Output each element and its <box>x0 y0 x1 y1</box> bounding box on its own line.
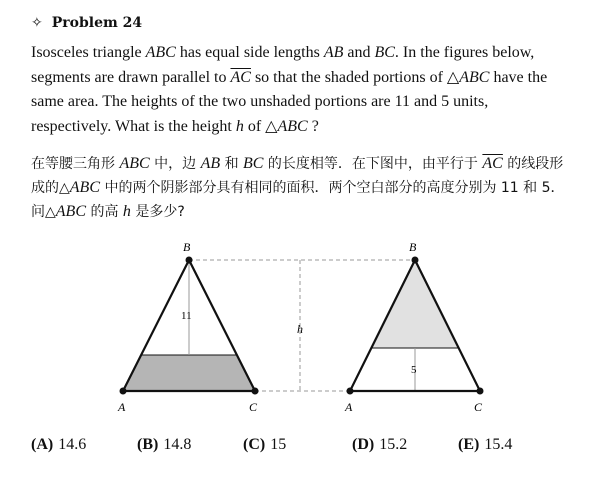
right-label-a: A <box>345 400 353 414</box>
right-shaded-triangle <box>372 260 458 348</box>
choice-c[interactable]: (C) 15 <box>243 436 287 453</box>
h-label: h <box>297 322 303 336</box>
problem-text-chinese: 在等腰三角形 ABC 中，边 AB 和 BC 的长度相等．在下图中，由平行于 $\overline{AC}$ 的线段形成的△ABC 中的两个阴影部分具有相同的面积．两个空白部分的高度分别为 11 和 5．问△ABC 的高 h 是多少? <box>31 155 565 220</box>
right-label-c: C <box>474 400 483 414</box>
choice-b[interactable]: (B) 14.8 <box>137 436 192 453</box>
left-label-a: A <box>118 400 126 414</box>
problem-text-english: Isosceles triangle ABC has equal side lengths AB and BC. In the figures below, segments are drawn parallel to $\overline{AC}$ so that the shaded portions of △ABC have the same area. The heights of the two unshaded portions are 11 and 5 units, respectively. What is the height h of △ABC ? <box>31 44 548 135</box>
left-vertex-c-dot <box>252 388 259 395</box>
choice-e[interactable]: (E) 15.4 <box>458 436 513 453</box>
right-vertex-b-dot <box>412 257 419 264</box>
left-vertex-b-dot <box>186 257 193 264</box>
choice-a[interactable]: (A) 14.6 <box>31 436 87 453</box>
problem-title: Problem 24 <box>51 15 143 31</box>
right-vertex-a-dot <box>347 388 354 395</box>
right-height-label: 5 <box>411 364 417 376</box>
choice-d[interactable]: (D) 15.2 <box>352 436 408 453</box>
right-label-b: B <box>409 240 417 254</box>
star-icon: ✧ <box>31 15 43 31</box>
right-vertex-c-dot <box>477 388 484 395</box>
left-label-b: B <box>183 240 191 254</box>
left-vertex-a-dot <box>120 388 127 395</box>
left-height-label: 11 <box>181 310 192 322</box>
left-label-c: C <box>249 400 258 414</box>
left-shaded-trapezoid <box>123 355 255 391</box>
